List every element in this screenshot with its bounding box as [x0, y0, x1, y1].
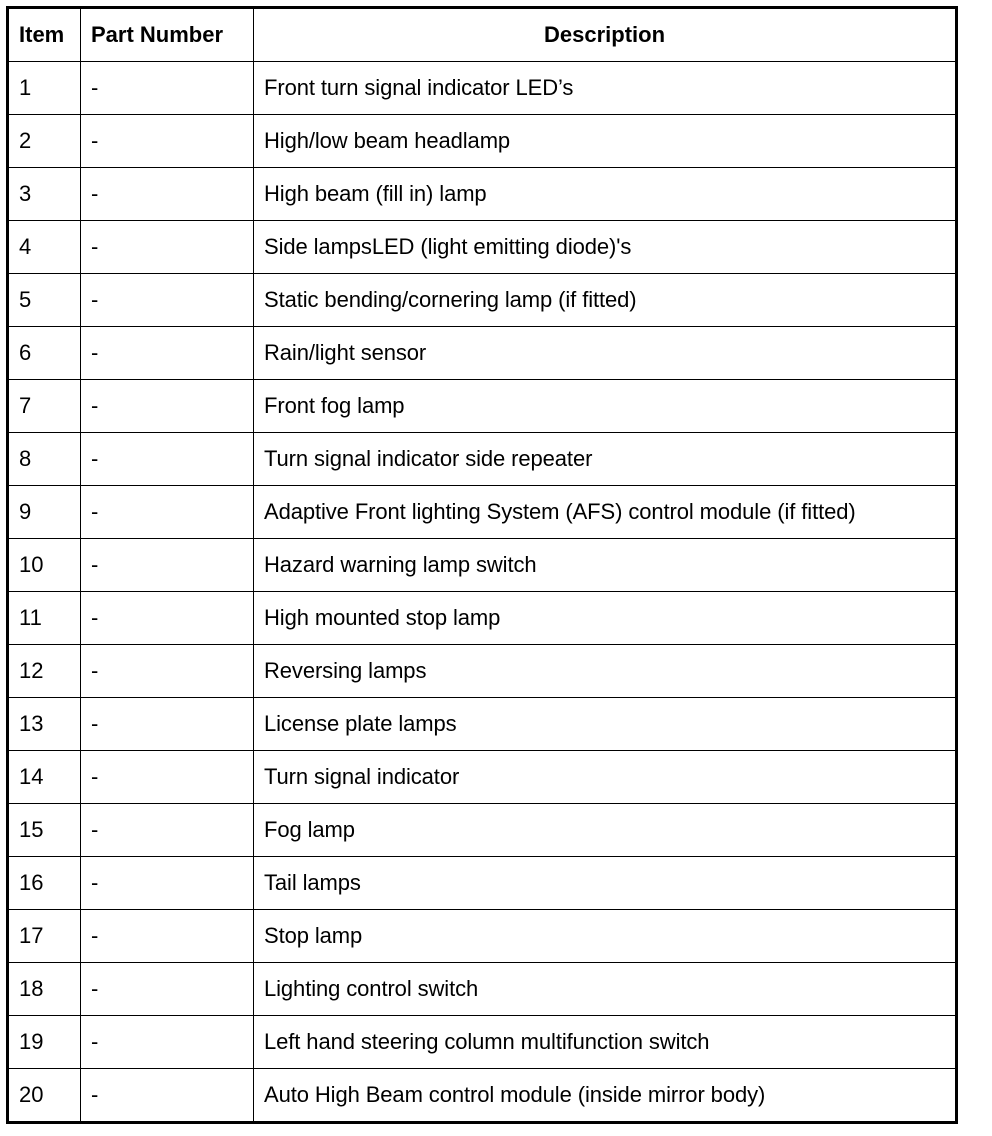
item-cell: 1: [8, 62, 81, 115]
table-row: [8, 857, 957, 910]
table-row: [8, 380, 957, 433]
parts-table: [6, 6, 958, 1124]
description-cell: Rain/light sensor: [254, 327, 957, 380]
description-cell: Static bending/cornering lamp (if fitted): [254, 274, 957, 327]
table-row: [8, 486, 957, 539]
table-row: [8, 963, 957, 1016]
table-row: [8, 168, 957, 221]
item-cell: 6: [8, 327, 81, 380]
part-number-cell: -: [81, 1069, 254, 1123]
description-cell: Lighting control switch: [254, 963, 957, 1016]
table-row: [8, 804, 957, 857]
item-cell: 18: [8, 963, 81, 1016]
item-cell: 19: [8, 1016, 81, 1069]
table-row: [8, 115, 957, 168]
item-cell: 12: [8, 645, 81, 698]
description-cell: Turn signal indicator: [254, 751, 957, 804]
part-number-cell: -: [81, 168, 254, 221]
table-body: [8, 62, 957, 1123]
part-number-cell: -: [81, 910, 254, 963]
description-cell: Fog lamp: [254, 804, 957, 857]
item-cell: 3: [8, 168, 81, 221]
header-item: Item: [8, 8, 81, 62]
table-row: [8, 539, 957, 592]
header-part-number: Part Number: [81, 8, 254, 62]
table-row: [8, 751, 957, 804]
part-number-cell: -: [81, 221, 254, 274]
part-number-cell: -: [81, 62, 254, 115]
description-cell: Auto High Beam control module (inside mirror body): [254, 1069, 957, 1123]
description-cell: Stop lamp: [254, 910, 957, 963]
item-cell: 4: [8, 221, 81, 274]
part-number-cell: -: [81, 327, 254, 380]
part-number-cell: -: [81, 751, 254, 804]
part-number-cell: -: [81, 1016, 254, 1069]
table-row: [8, 221, 957, 274]
description-cell: High mounted stop lamp: [254, 592, 957, 645]
description-cell: Reversing lamps: [254, 645, 957, 698]
item-cell: 16: [8, 857, 81, 910]
description-cell: High beam (fill in) lamp: [254, 168, 957, 221]
item-cell: 17: [8, 910, 81, 963]
table-row: [8, 1069, 957, 1123]
item-cell: 10: [8, 539, 81, 592]
item-cell: 9: [8, 486, 81, 539]
item-cell: 13: [8, 698, 81, 751]
description-cell: Tail lamps: [254, 857, 957, 910]
item-cell: 2: [8, 115, 81, 168]
part-number-cell: -: [81, 115, 254, 168]
item-cell: 5: [8, 274, 81, 327]
item-cell: 20: [8, 1069, 81, 1123]
table-row: [8, 433, 957, 486]
part-number-cell: -: [81, 857, 254, 910]
description-cell: Adaptive Front lighting System (AFS) control module (if fitted): [254, 486, 957, 539]
table-row: [8, 698, 957, 751]
description-cell: Hazard warning lamp switch: [254, 539, 957, 592]
item-cell: 7: [8, 380, 81, 433]
part-number-cell: -: [81, 698, 254, 751]
table-row: [8, 62, 957, 115]
part-number-cell: -: [81, 804, 254, 857]
part-number-cell: -: [81, 592, 254, 645]
description-cell: Left hand steering column multifunction switch: [254, 1016, 957, 1069]
table-row: [8, 274, 957, 327]
item-cell: 14: [8, 751, 81, 804]
part-number-cell: -: [81, 539, 254, 592]
part-number-cell: -: [81, 486, 254, 539]
header-description: Description: [254, 8, 957, 62]
part-number-cell: -: [81, 274, 254, 327]
description-cell: Front turn signal indicator LED’s: [254, 62, 957, 115]
table-row: [8, 1016, 957, 1069]
table-header-row: [8, 8, 957, 62]
part-number-cell: -: [81, 963, 254, 1016]
part-number-cell: -: [81, 645, 254, 698]
table-row: [8, 645, 957, 698]
description-cell: License plate lamps: [254, 698, 957, 751]
table-row: [8, 327, 957, 380]
item-cell: 15: [8, 804, 81, 857]
table-row: [8, 592, 957, 645]
table-row: [8, 910, 957, 963]
part-number-cell: -: [81, 433, 254, 486]
part-number-cell: -: [81, 380, 254, 433]
description-cell: Front fog lamp: [254, 380, 957, 433]
description-cell: High/low beam headlamp: [254, 115, 957, 168]
description-cell: Turn signal indicator side repeater: [254, 433, 957, 486]
description-cell: Side lampsLED (light emitting diode)'s: [254, 221, 957, 274]
item-cell: 11: [8, 592, 81, 645]
item-cell: 8: [8, 433, 81, 486]
